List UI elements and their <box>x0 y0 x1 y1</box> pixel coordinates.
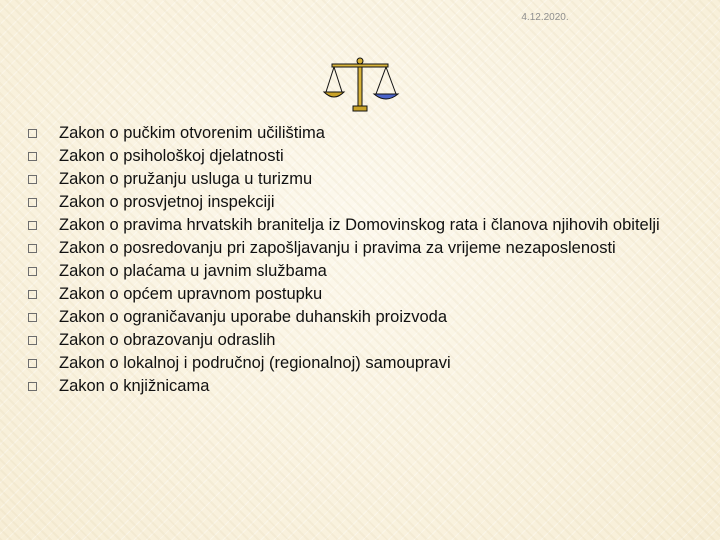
bullet-icon <box>28 244 37 253</box>
list-item <box>28 239 708 258</box>
list-item <box>28 308 708 327</box>
list-item <box>28 193 708 212</box>
list-item-text: Zakon o ograničavanju uporabe duhanskih proizvoda <box>59 308 448 326</box>
scales-of-justice-icon <box>320 52 400 114</box>
list-item-text: Zakon o pravima hrvatskih branitelja iz Domovinskog rata i članova njihovih obitelji <box>59 216 660 234</box>
list-item-text: Zakon o posredovanju pri zapošljavanju i pravima za vrijeme nezaposlenosti <box>59 239 616 257</box>
bullet-icon <box>28 359 37 368</box>
list-item-text: Zakon o lokalnoj i područnoj (regionalnoj) samoupravi <box>59 354 451 372</box>
bullet-icon <box>28 221 37 230</box>
slide-date: 4.12.2020. <box>521 12 569 23</box>
bullet-icon <box>28 175 37 184</box>
list-item <box>28 285 708 304</box>
list-item-text: Zakon o općem upravnom postupku <box>59 285 323 303</box>
list-item <box>28 262 708 281</box>
list-item <box>28 216 708 235</box>
list-item <box>28 124 708 143</box>
list-item <box>28 377 708 396</box>
list-item-text: Zakon o pružanju usluga u turizmu <box>59 170 313 188</box>
bullet-icon <box>28 129 37 138</box>
bullet-icon <box>28 198 37 207</box>
list-item <box>28 354 708 373</box>
bullet-icon <box>28 313 37 322</box>
list-item-text: Zakon o prosvjetnoj inspekciji <box>59 193 275 211</box>
list-item-text: Zakon o pučkim otvorenim učilištima <box>59 124 325 142</box>
list-item-text: Zakon o plaćama u javnim službama <box>59 262 327 280</box>
bullet-icon <box>28 382 37 391</box>
bullet-icon <box>28 336 37 345</box>
list-item-text: Zakon o psihološkoj djelatnosti <box>59 147 284 165</box>
list-item <box>28 147 708 166</box>
bullet-icon <box>28 290 37 299</box>
list-item-text: Zakon o obrazovanju odraslih <box>59 331 276 349</box>
list-item-text: Zakon o knjižnicama <box>59 377 210 395</box>
bullet-icon <box>28 152 37 161</box>
list-item <box>28 170 708 189</box>
list-item <box>28 331 708 350</box>
law-list <box>28 124 708 400</box>
bullet-icon <box>28 267 37 276</box>
